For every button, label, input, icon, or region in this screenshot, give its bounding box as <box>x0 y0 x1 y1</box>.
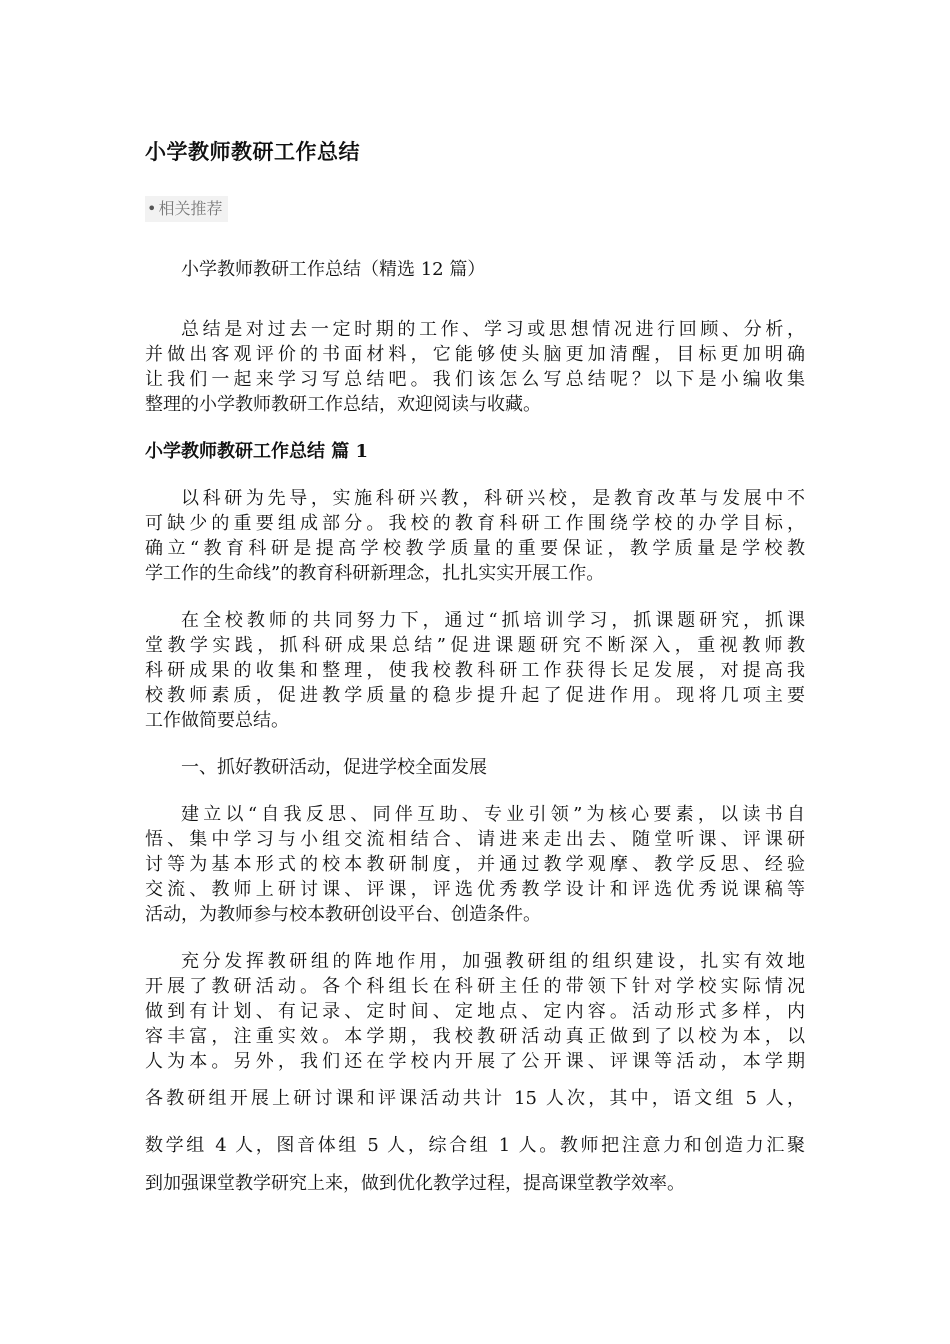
intro-line: 总结是对过去一定时期的工作、学习或思想情况进行回顾、分析， <box>181 319 805 340</box>
para4-line: 充分发挥教研组的阵地作用，加强教研组的组织建设，扎实有效地 <box>181 951 805 972</box>
para4-line: 开展了教研活动。各个科组长在科研主任的带领下针对学校实际情况 <box>145 976 805 997</box>
para2-line: 科研成果的收集和整理，使我校教科研工作获得长足发展，对提高我 <box>145 660 805 681</box>
para3-line: 交流、教师上研讨课、评课，评选优秀教学设计和评选优秀说课稿等 <box>145 879 805 900</box>
section-heading: 小学教师教研工作总结 篇 1 <box>145 441 369 462</box>
para1-line: 以科研为先导，实施科研兴教，科研兴校，是教育改革与发展中不 <box>181 488 805 509</box>
intro-line: 并做出客观评价的书面材料，它能够使头脑更加清醒，目标更加明确 <box>145 344 805 365</box>
para2-line: 在全校教师的共同努力下，通过“抓培训学习，抓课题研究，抓课 <box>181 610 805 631</box>
para2-line: 堂教学实践，抓科研成果总结”促进课题研究不断深入，重视教师教 <box>145 635 805 656</box>
para4-line: 各教研组开展上研讨课和评课活动共计 15 人次，其中，语文组 5 人， <box>145 1088 805 1109</box>
para3-line: 悟、集中学习与小组交流相结合、请进来走出去、随堂听课、评课研 <box>145 829 805 850</box>
para3-line: 讨等为基本形式的校本教研制度，并通过教学观摩、教学反思、经验 <box>145 854 805 875</box>
subheading-1: 一、抓好教研活动，促进学校全面发展 <box>181 757 487 778</box>
para4-line: 容丰富，注重实效。本学期，我校教研活动真正做到了以校为本，以 <box>145 1026 805 1047</box>
bullet-icon: • <box>147 199 157 218</box>
related-recommendations-link[interactable] <box>145 196 228 222</box>
intro-line: 整理的小学教师教研工作总结，欢迎阅读与收藏。 <box>145 394 541 415</box>
para1-line: 可缺少的重要组成部分。我校的教育科研工作围绕学校的办学目标， <box>145 513 805 534</box>
para2-line: 工作做简要总结。 <box>145 710 289 731</box>
para4-line: 到加强课堂教学研究上来，做到优化教学过程，提高课堂教学效率。 <box>145 1173 685 1194</box>
related-label: 相关推荐 <box>158 199 223 218</box>
para1-line: 学工作的生命线”的教育科研新理念，扎扎实实开展工作。 <box>145 563 605 584</box>
para4-line: 做到有计划、有记录、定时间、定地点、定内容。活动形式多样，内 <box>145 1001 805 1022</box>
para3-line: 活动，为教师参与校本教研创设平台、创造条件。 <box>145 904 541 925</box>
para2-line: 校教师素质，促进教学质量的稳步提升起了促进作用。现将几项主要 <box>145 685 805 706</box>
para3-line: 建立以“自我反思、同伴互助、专业引领”为核心要素，以读书自 <box>181 804 805 825</box>
para4-line: 人为本。另外，我们还在学校内开展了公开课、评课等活动，本学期 <box>145 1051 805 1072</box>
para4-line: 数学组 4 人，图音体组 5 人，综合组 1 人。教师把注意力和创造力汇聚 <box>145 1135 805 1156</box>
intro-line: 让我们一起来学习写总结吧。我们该怎么写总结呢？以下是小编收集 <box>145 369 805 390</box>
document-subtitle: 小学教师教研工作总结（精选 12 篇） <box>181 259 486 280</box>
para1-line: 确立“教育科研是提高学校教学质量的重要保证，教学质量是学校教 <box>145 538 805 559</box>
document-title: 小学教师教研工作总结 <box>145 139 360 164</box>
